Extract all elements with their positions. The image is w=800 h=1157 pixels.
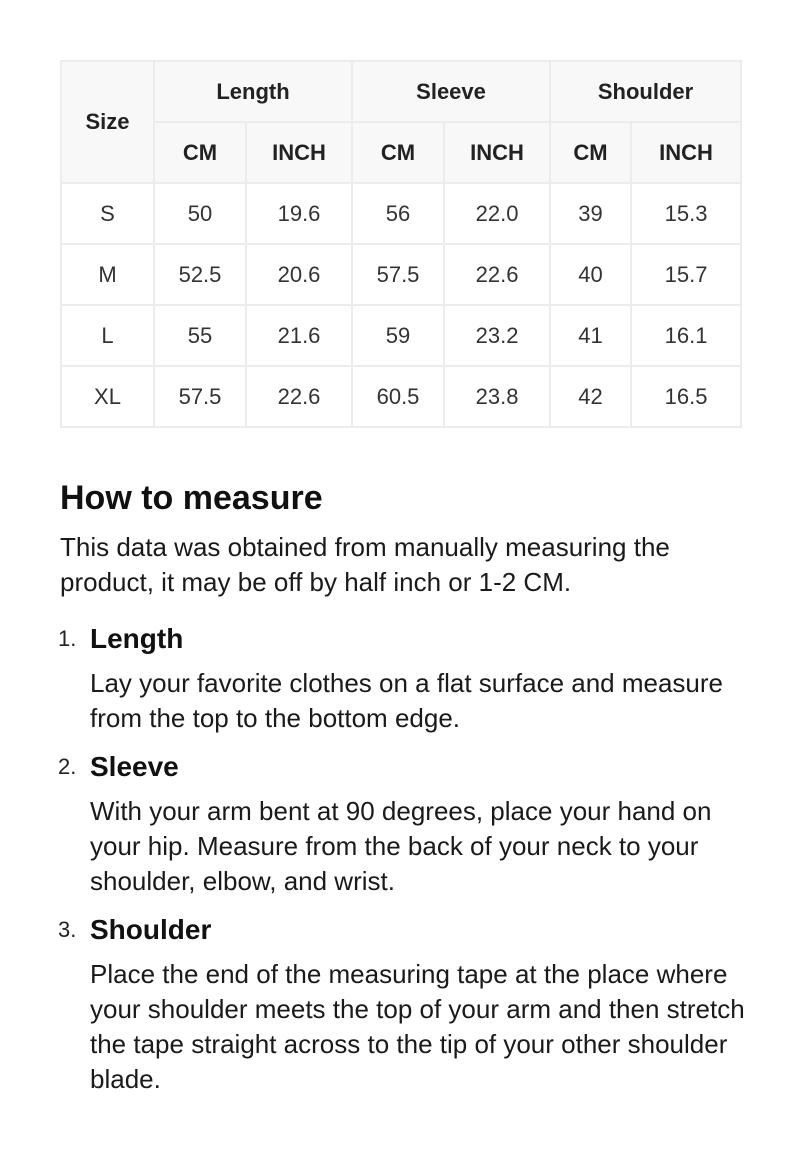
list-item (60, 909, 760, 1097)
value-cell: 21.6 (246, 305, 352, 366)
value-cell: 39 (550, 183, 631, 244)
unit-header: INCH (444, 122, 550, 183)
shoulder-group-header: Shoulder (550, 61, 741, 122)
list-item (60, 746, 760, 899)
value-cell: 16.1 (631, 305, 741, 366)
value-cell: 59 (352, 305, 444, 366)
value-cell: 50 (154, 183, 246, 244)
value-cell: 60.5 (352, 366, 444, 427)
value-cell: 23.8 (444, 366, 550, 427)
how-to-measure-section (60, 474, 760, 1107)
list-item (60, 618, 760, 736)
value-cell: 56 (352, 183, 444, 244)
step-number: 2. (58, 754, 77, 779)
unit-header: CM (550, 122, 631, 183)
table-header-row-units (61, 122, 741, 183)
unit-header: CM (154, 122, 246, 183)
size-cell: M (61, 244, 154, 305)
value-cell: 22.0 (444, 183, 550, 244)
size-cell: S (61, 183, 154, 244)
step-number: 1. (58, 626, 77, 651)
value-cell: 15.7 (631, 244, 741, 305)
step-title-sleeve: Sleeve (90, 751, 179, 782)
step-number: 3. (58, 917, 77, 942)
unit-header: INCH (246, 122, 352, 183)
section-title: How to measure (60, 479, 323, 517)
intro-text: This data was obtained from manually measuring the product, it may be off by half inch or 1-2 CM. (60, 532, 670, 597)
value-cell: 23.2 (444, 305, 550, 366)
table-row (61, 366, 741, 427)
value-cell: 22.6 (246, 366, 352, 427)
step-title-shoulder: Shoulder (90, 914, 212, 945)
step-title-length: Length (90, 623, 184, 654)
measure-steps-list (60, 618, 760, 1097)
table-row (61, 244, 741, 305)
value-cell: 22.6 (444, 244, 550, 305)
value-cell: 15.3 (631, 183, 741, 244)
size-chart-table (60, 60, 742, 428)
value-cell: 19.6 (246, 183, 352, 244)
table-row (61, 183, 741, 244)
value-cell: 42 (550, 366, 631, 427)
unit-header: INCH (631, 122, 741, 183)
sleeve-group-header: Sleeve (352, 61, 550, 122)
value-cell: 55 (154, 305, 246, 366)
length-group-header: Length (154, 61, 352, 122)
value-cell: 16.5 (631, 366, 741, 427)
value-cell: 52.5 (154, 244, 246, 305)
unit-header: CM (352, 122, 444, 183)
table-header-row-groups (61, 61, 741, 122)
step-description: With your arm bent at 90 degrees, place your hand on your hip. Measure from the back of your neck to your shoulder, elbow, and wrist. (90, 796, 712, 896)
size-column-header: Size (61, 61, 154, 183)
step-description: Place the end of the measuring tape at the place where your shoulder meets the top of your arm and then stretch the tape straight across to the tip of your other shoulder blade. (90, 959, 745, 1094)
value-cell: 20.6 (246, 244, 352, 305)
step-description: Lay your favorite clothes on a flat surface and measure from the top to the bottom edge. (90, 668, 724, 733)
value-cell: 40 (550, 244, 631, 305)
value-cell: 57.5 (154, 366, 246, 427)
size-cell: XL (61, 366, 154, 427)
value-cell: 41 (550, 305, 631, 366)
value-cell: 57.5 (352, 244, 444, 305)
table-row (61, 305, 741, 366)
size-cell: L (61, 305, 154, 366)
